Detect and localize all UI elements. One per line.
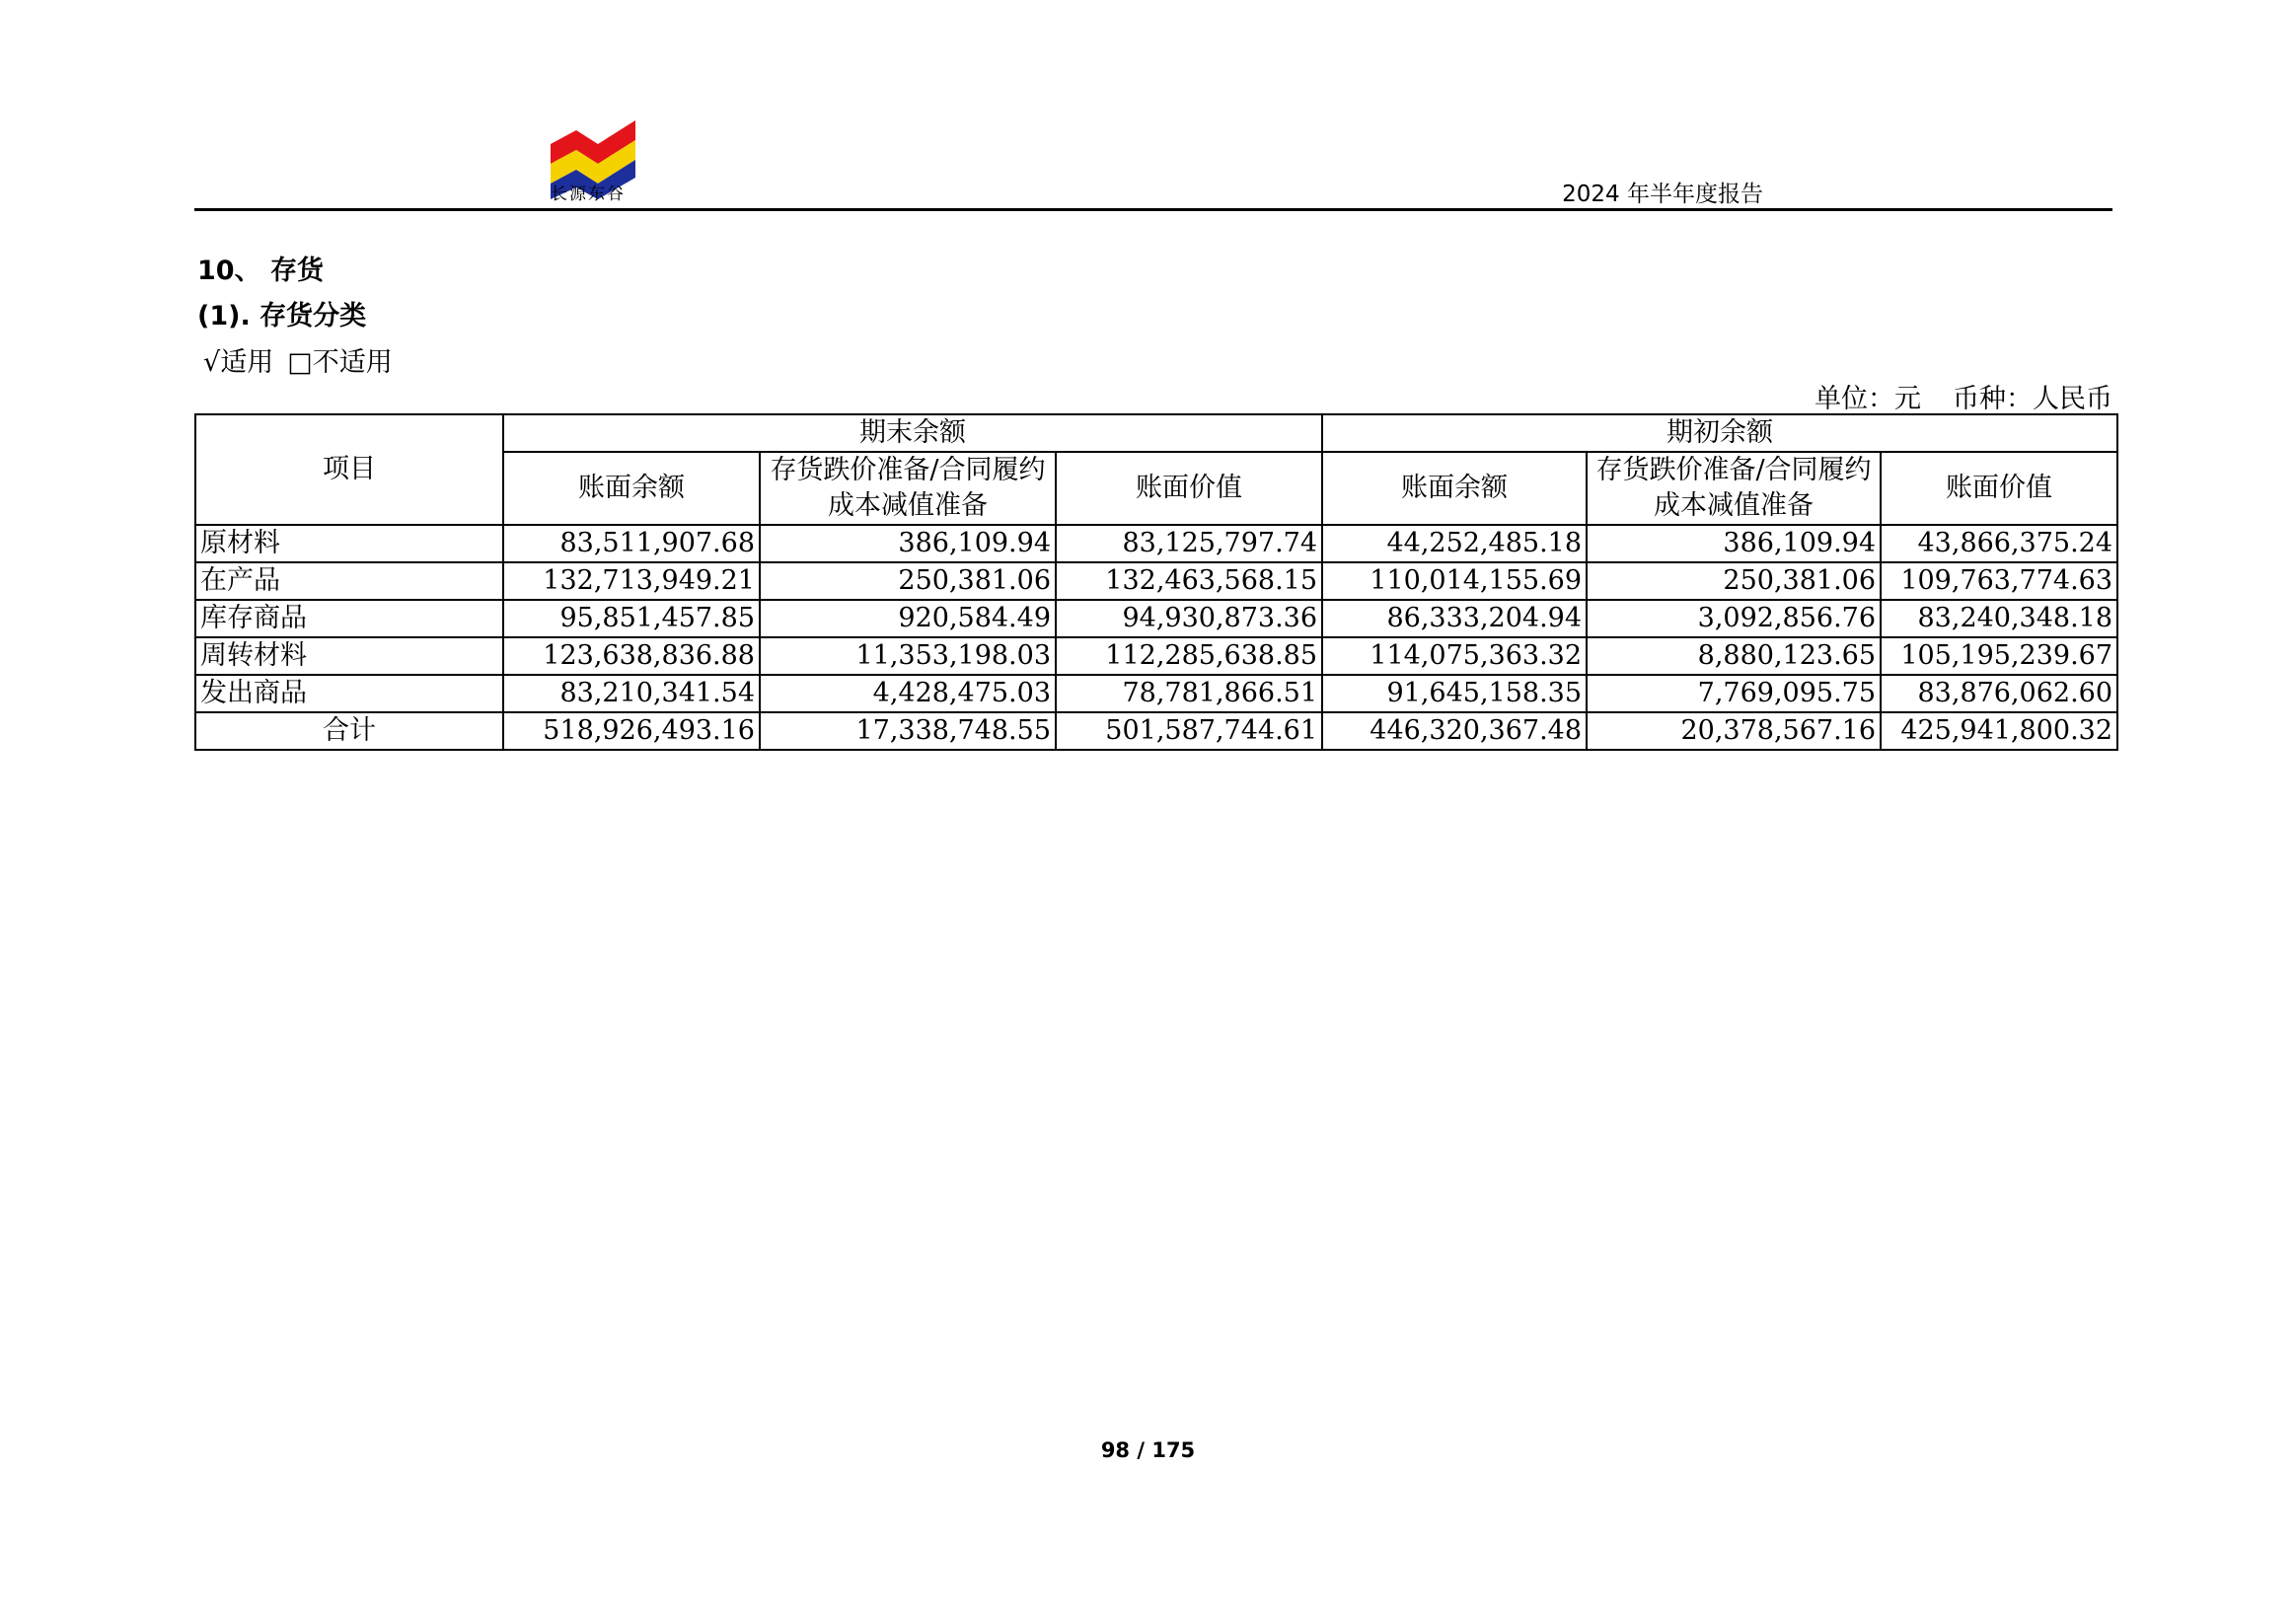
total-value-cell: 20,378,567.16 (1587, 712, 1881, 750)
value-cell: 95,851,457.85 (503, 600, 760, 637)
value-cell: 386,109.94 (1587, 525, 1881, 562)
value-cell: 132,463,568.15 (1056, 562, 1322, 600)
begin-book-balance-header: 账面余额 (1322, 452, 1587, 525)
value-cell: 8,880,123.65 (1587, 637, 1881, 675)
total-label-cell: 合计 (195, 712, 503, 750)
header-divider (194, 208, 2112, 211)
item-cell: 原材料 (195, 525, 503, 562)
table-row (195, 525, 2117, 562)
unit-label: 单位：元 (1815, 384, 1921, 414)
value-cell: 105,195,239.67 (1881, 637, 2117, 675)
item-cell: 发出商品 (195, 675, 503, 712)
value-cell: 110,014,155.69 (1322, 562, 1587, 600)
total-value-cell: 501,587,744.61 (1056, 712, 1322, 750)
total-value-cell: 518,926,493.16 (503, 712, 760, 750)
end-balance-group-header: 期末余额 (503, 414, 1322, 452)
not-applicable-checkbox: □不适用 (287, 347, 393, 378)
value-cell: 91,645,158.35 (1322, 675, 1587, 712)
value-cell: 250,381.06 (1587, 562, 1881, 600)
value-cell: 3,092,856.76 (1587, 600, 1881, 637)
table-row (195, 675, 2117, 712)
value-cell: 44,252,485.18 (1322, 525, 1587, 562)
value-cell: 83,125,797.74 (1056, 525, 1322, 562)
value-cell: 94,930,873.36 (1056, 600, 1322, 637)
report-title: 2024 年半年度报告 (1562, 182, 1763, 207)
inventory-table (194, 413, 2118, 751)
value-cell: 83,511,907.68 (503, 525, 760, 562)
currency-label: 币种：人民币 (1953, 384, 2112, 414)
value-cell: 112,285,638.85 (1056, 637, 1322, 675)
value-cell: 109,763,774.63 (1881, 562, 2117, 600)
value-cell: 114,075,363.32 (1322, 637, 1587, 675)
table-row (195, 600, 2117, 637)
value-cell: 78,781,866.51 (1056, 675, 1322, 712)
value-cell: 83,240,348.18 (1881, 600, 2117, 637)
value-cell: 920,584.49 (760, 600, 1056, 637)
page-number: 98 / 175 (1100, 1438, 1196, 1462)
applicability-line (203, 340, 407, 379)
total-value-cell: 446,320,367.48 (1322, 712, 1587, 750)
total-value-cell: 425,941,800.32 (1881, 712, 2117, 750)
begin-book-value-header: 账面价值 (1881, 452, 2117, 525)
value-cell: 386,109.94 (760, 525, 1056, 562)
value-cell: 7,769,095.75 (1587, 675, 1881, 712)
item-cell: 在产品 (195, 562, 503, 600)
applicable-checkbox: √适用 (203, 347, 274, 378)
value-cell: 132,713,949.21 (503, 562, 760, 600)
begin-balance-group-header: 期初余额 (1322, 414, 2117, 452)
subsection-title: (1). 存货分类 (197, 301, 367, 331)
value-cell: 83,876,062.60 (1881, 675, 2117, 712)
end-book-value-header: 账面价值 (1056, 452, 1322, 525)
section-title: 10、 存货 (197, 256, 324, 286)
value-cell: 11,353,198.03 (760, 637, 1056, 675)
value-cell: 123,638,836.88 (503, 637, 760, 675)
total-row (195, 712, 2117, 750)
item-header: 项目 (195, 414, 503, 525)
value-cell: 43,866,375.24 (1881, 525, 2117, 562)
logo-text: 长源东谷 (551, 184, 626, 204)
end-provision-header: 存货跌价准备/合同履约成本减值准备 (760, 452, 1056, 525)
table-row (195, 562, 2117, 600)
begin-provision-header: 存货跌价准备/合同履约成本减值准备 (1587, 452, 1881, 525)
value-cell: 83,210,341.54 (503, 675, 760, 712)
value-cell: 86,333,204.94 (1322, 600, 1587, 637)
item-cell: 周转材料 (195, 637, 503, 675)
value-cell: 250,381.06 (760, 562, 1056, 600)
item-cell: 库存商品 (195, 600, 503, 637)
unit-line (1783, 377, 2112, 415)
table-header-row (195, 414, 2117, 452)
table-row (195, 637, 2117, 675)
total-value-cell: 17,338,748.55 (760, 712, 1056, 750)
value-cell: 4,428,475.03 (760, 675, 1056, 712)
end-book-balance-header: 账面余额 (503, 452, 760, 525)
